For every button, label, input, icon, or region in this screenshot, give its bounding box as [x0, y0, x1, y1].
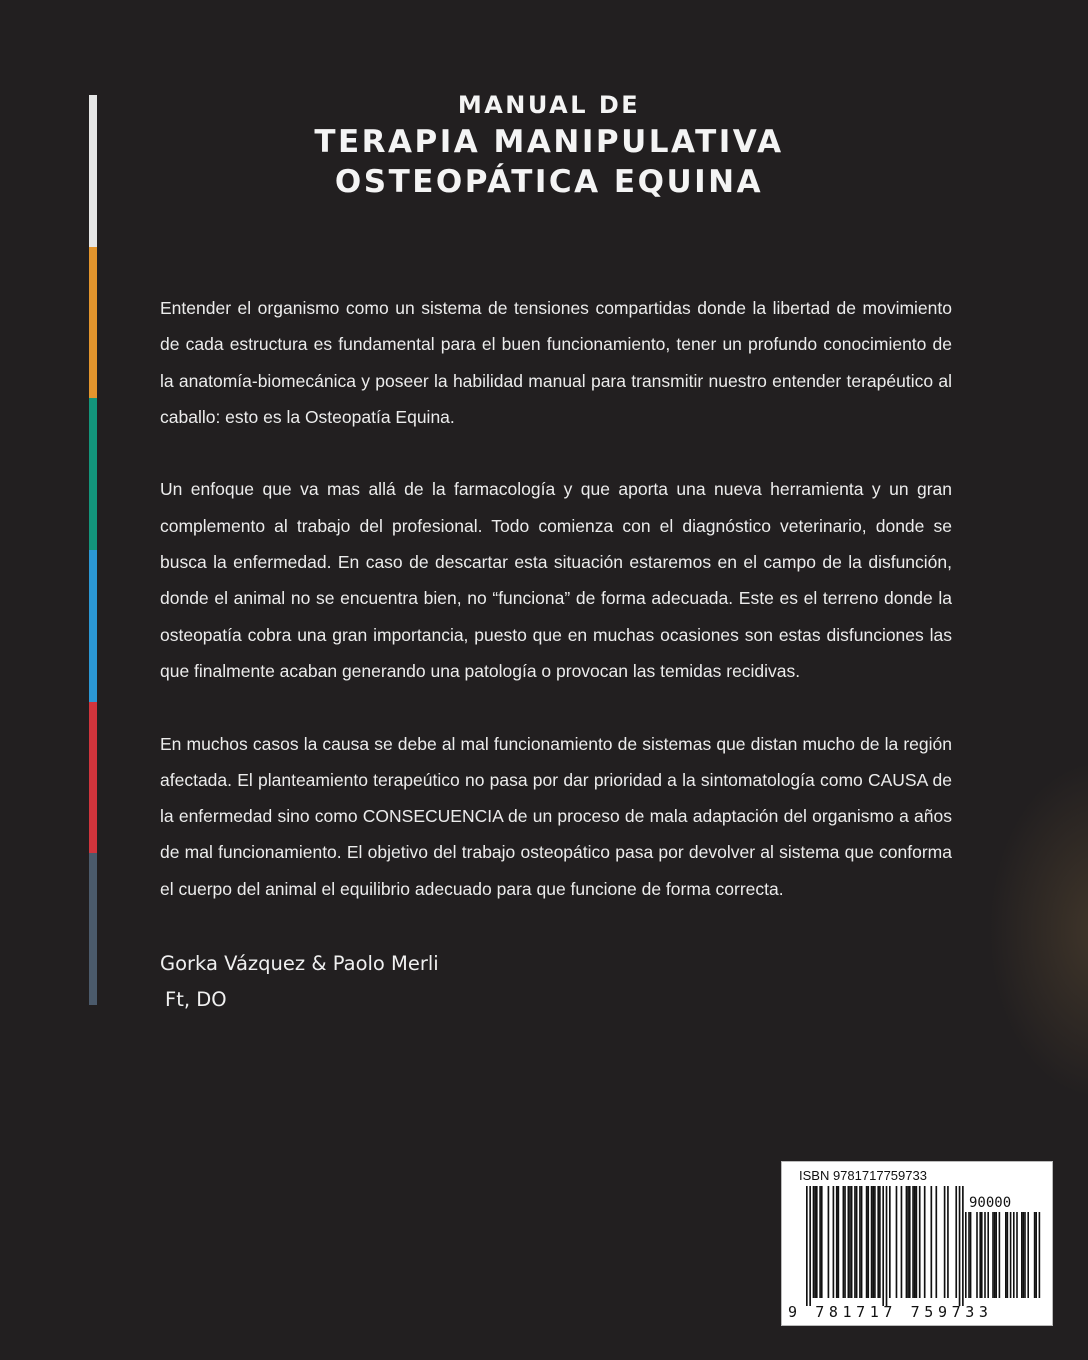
barcode-bar — [851, 1186, 853, 1298]
price-code: 90000 — [969, 1195, 1012, 1211]
barcode-bar — [828, 1186, 830, 1298]
barcode-bar — [879, 1186, 881, 1298]
barcode-addon-bar — [979, 1212, 981, 1298]
barcode-addon-bar — [992, 1212, 994, 1298]
title-line-2: TERAPIA MANIPULATIVA — [314, 124, 784, 160]
barcode-addon-bar — [1010, 1212, 1012, 1298]
barcode-bar — [889, 1186, 891, 1298]
barcode-bar — [896, 1186, 898, 1298]
barcode-bar — [844, 1186, 846, 1298]
barcode-bar — [907, 1186, 909, 1298]
barcode-addon-bar — [1023, 1212, 1025, 1298]
barcode-bar — [849, 1186, 851, 1298]
barcode-bar — [856, 1186, 858, 1298]
barcode-bar — [882, 1186, 884, 1306]
barcode-bar — [909, 1186, 911, 1298]
barcode-addon-bar — [1035, 1212, 1037, 1298]
barcode-bar — [861, 1186, 863, 1298]
barcode-addon-bar — [987, 1212, 989, 1298]
barcode-bar — [919, 1186, 921, 1298]
barcode-bar — [848, 1186, 850, 1298]
barcode-addon-bar — [970, 1212, 972, 1298]
barcode-bar — [912, 1186, 914, 1298]
author-names: Gorka Vázquez & Paolo Merli — [160, 952, 439, 975]
barcode-bar — [813, 1186, 815, 1298]
synopsis-paragraph-1: Entender el organismo como un sistema de tensiones compartidas donde la libertad de movimiento de cada estructura es fundamental para el buen funcionamiento, tener un profundo conocimiento de la anatomía-biomecánica y poseer la habilidad manual para transmitir nuestro entender terapéutico al caballo: esto es la Osteopatía Equina. — [160, 298, 952, 427]
barcode-bar — [833, 1186, 835, 1298]
stripe-segment-green — [89, 398, 97, 550]
barcode-bar — [877, 1186, 879, 1298]
barcode-bar — [955, 1186, 957, 1298]
isbn-label: ISBN 9781717759733 — [799, 1168, 927, 1183]
barcode-addon-bar — [995, 1212, 997, 1298]
author-credentials: Ft, DO — [165, 988, 227, 1011]
barcode-bar — [959, 1186, 961, 1306]
author-block — [160, 946, 439, 1018]
stripe-segment-red — [89, 702, 97, 854]
barcode-bar — [916, 1186, 918, 1298]
barcode-addon-bar — [981, 1212, 983, 1298]
barcode-bar — [935, 1186, 937, 1298]
stripe-segment-blue — [89, 550, 97, 702]
synopsis — [160, 290, 952, 943]
barcode-digits: 9 781717 759733 — [788, 1303, 993, 1321]
barcode-bar — [867, 1186, 869, 1298]
barcode-addon-bar — [965, 1212, 967, 1298]
barcode-bar — [886, 1186, 888, 1306]
isbn-barcode — [781, 1161, 1053, 1326]
barcode-bar — [871, 1186, 873, 1298]
barcode-bar — [814, 1186, 816, 1298]
barcode-bar — [821, 1186, 823, 1298]
synopsis-paragraph-2: Un enfoque que va mas allá de la farmacología y que aporta una nueva herramienta y un gran complemento al trabajo del profesional. Todo comienza con el diagnóstico veterinario, donde se busca la enfermedad. En caso de descartar esta situación estaremos en el campo de la disfunción, donde el animal no se encuentra bien, no “funciona” de forma adecuada. Este es el terreno donde la osteopatía cobra una gran importancia, puesto que en muchas ocasiones son estas disfunciones las que finalmente acaban generando una patología o provocan las temidas recidivas. — [160, 479, 952, 681]
book-title — [0, 88, 1088, 202]
stripe-segment-slate — [89, 853, 97, 1005]
barcode-addon-bar — [1027, 1212, 1029, 1298]
title-line-3: OSTEOPÁTICA EQUINA — [334, 164, 764, 200]
title-line-1: MANUAL DE — [457, 91, 641, 119]
barcode-addon-bar — [1021, 1212, 1023, 1298]
barcode-addon-bar — [984, 1212, 986, 1298]
barcode-bar — [843, 1186, 845, 1298]
barcode-addon-bar — [994, 1212, 996, 1298]
stripe-segment-orange — [89, 247, 97, 399]
barcode-bars — [782, 1162, 1052, 1325]
barcode-addon-bar — [968, 1212, 970, 1298]
barcode-bar — [809, 1186, 811, 1306]
barcode-addon-bar — [1005, 1212, 1007, 1298]
barcode-bar — [914, 1186, 916, 1298]
barcode-addon-bar — [1013, 1212, 1015, 1298]
barcode-addon-bar — [1039, 1212, 1041, 1298]
barcode-bar — [947, 1186, 949, 1298]
barcode-bar — [962, 1186, 964, 1306]
barcode-bar — [924, 1186, 926, 1298]
background-glow — [988, 760, 1088, 1100]
barcode-addon-bar — [1034, 1212, 1036, 1298]
color-stripe-bar — [89, 95, 97, 1005]
barcode-bar — [944, 1186, 946, 1298]
barcode-bar — [806, 1186, 808, 1306]
barcode-bar — [859, 1186, 861, 1298]
barcode-addon-bar — [1016, 1212, 1018, 1298]
barcode-addon-bar — [999, 1212, 1001, 1298]
barcode-bar — [901, 1186, 903, 1298]
barcode-bar — [872, 1186, 874, 1298]
barcode-bar — [866, 1186, 868, 1298]
barcode-addon-bar — [976, 1212, 978, 1298]
barcode-addon-bar — [1024, 1212, 1026, 1298]
barcode-bar — [836, 1186, 838, 1298]
synopsis-paragraph-3: En muchos casos la causa se debe al mal funcionamiento de sistemas que distan mucho de la región afectada. El planteamiento terapeútico no pasa por dar prioridad a la sintomatología como CAUSA de la enfermedad sino como CONSECUENCIA de un proceso de mala adaptación del organismo a años de mal funcionamiento. El objetivo del trabajo osteopático pasa por devolver al sistema que conforma el cuerpo del animal el equilibrio adecuado para que funcione de forma correcta. — [160, 733, 952, 899]
barcode-bar — [819, 1186, 821, 1298]
barcode-bar — [874, 1186, 876, 1298]
barcode-bar — [906, 1186, 908, 1298]
barcode-bar — [838, 1186, 840, 1298]
barcode-bar — [854, 1186, 856, 1298]
barcode-bar — [931, 1186, 933, 1298]
barcode-addon-bar — [1007, 1212, 1009, 1298]
barcode-bar — [816, 1186, 818, 1298]
